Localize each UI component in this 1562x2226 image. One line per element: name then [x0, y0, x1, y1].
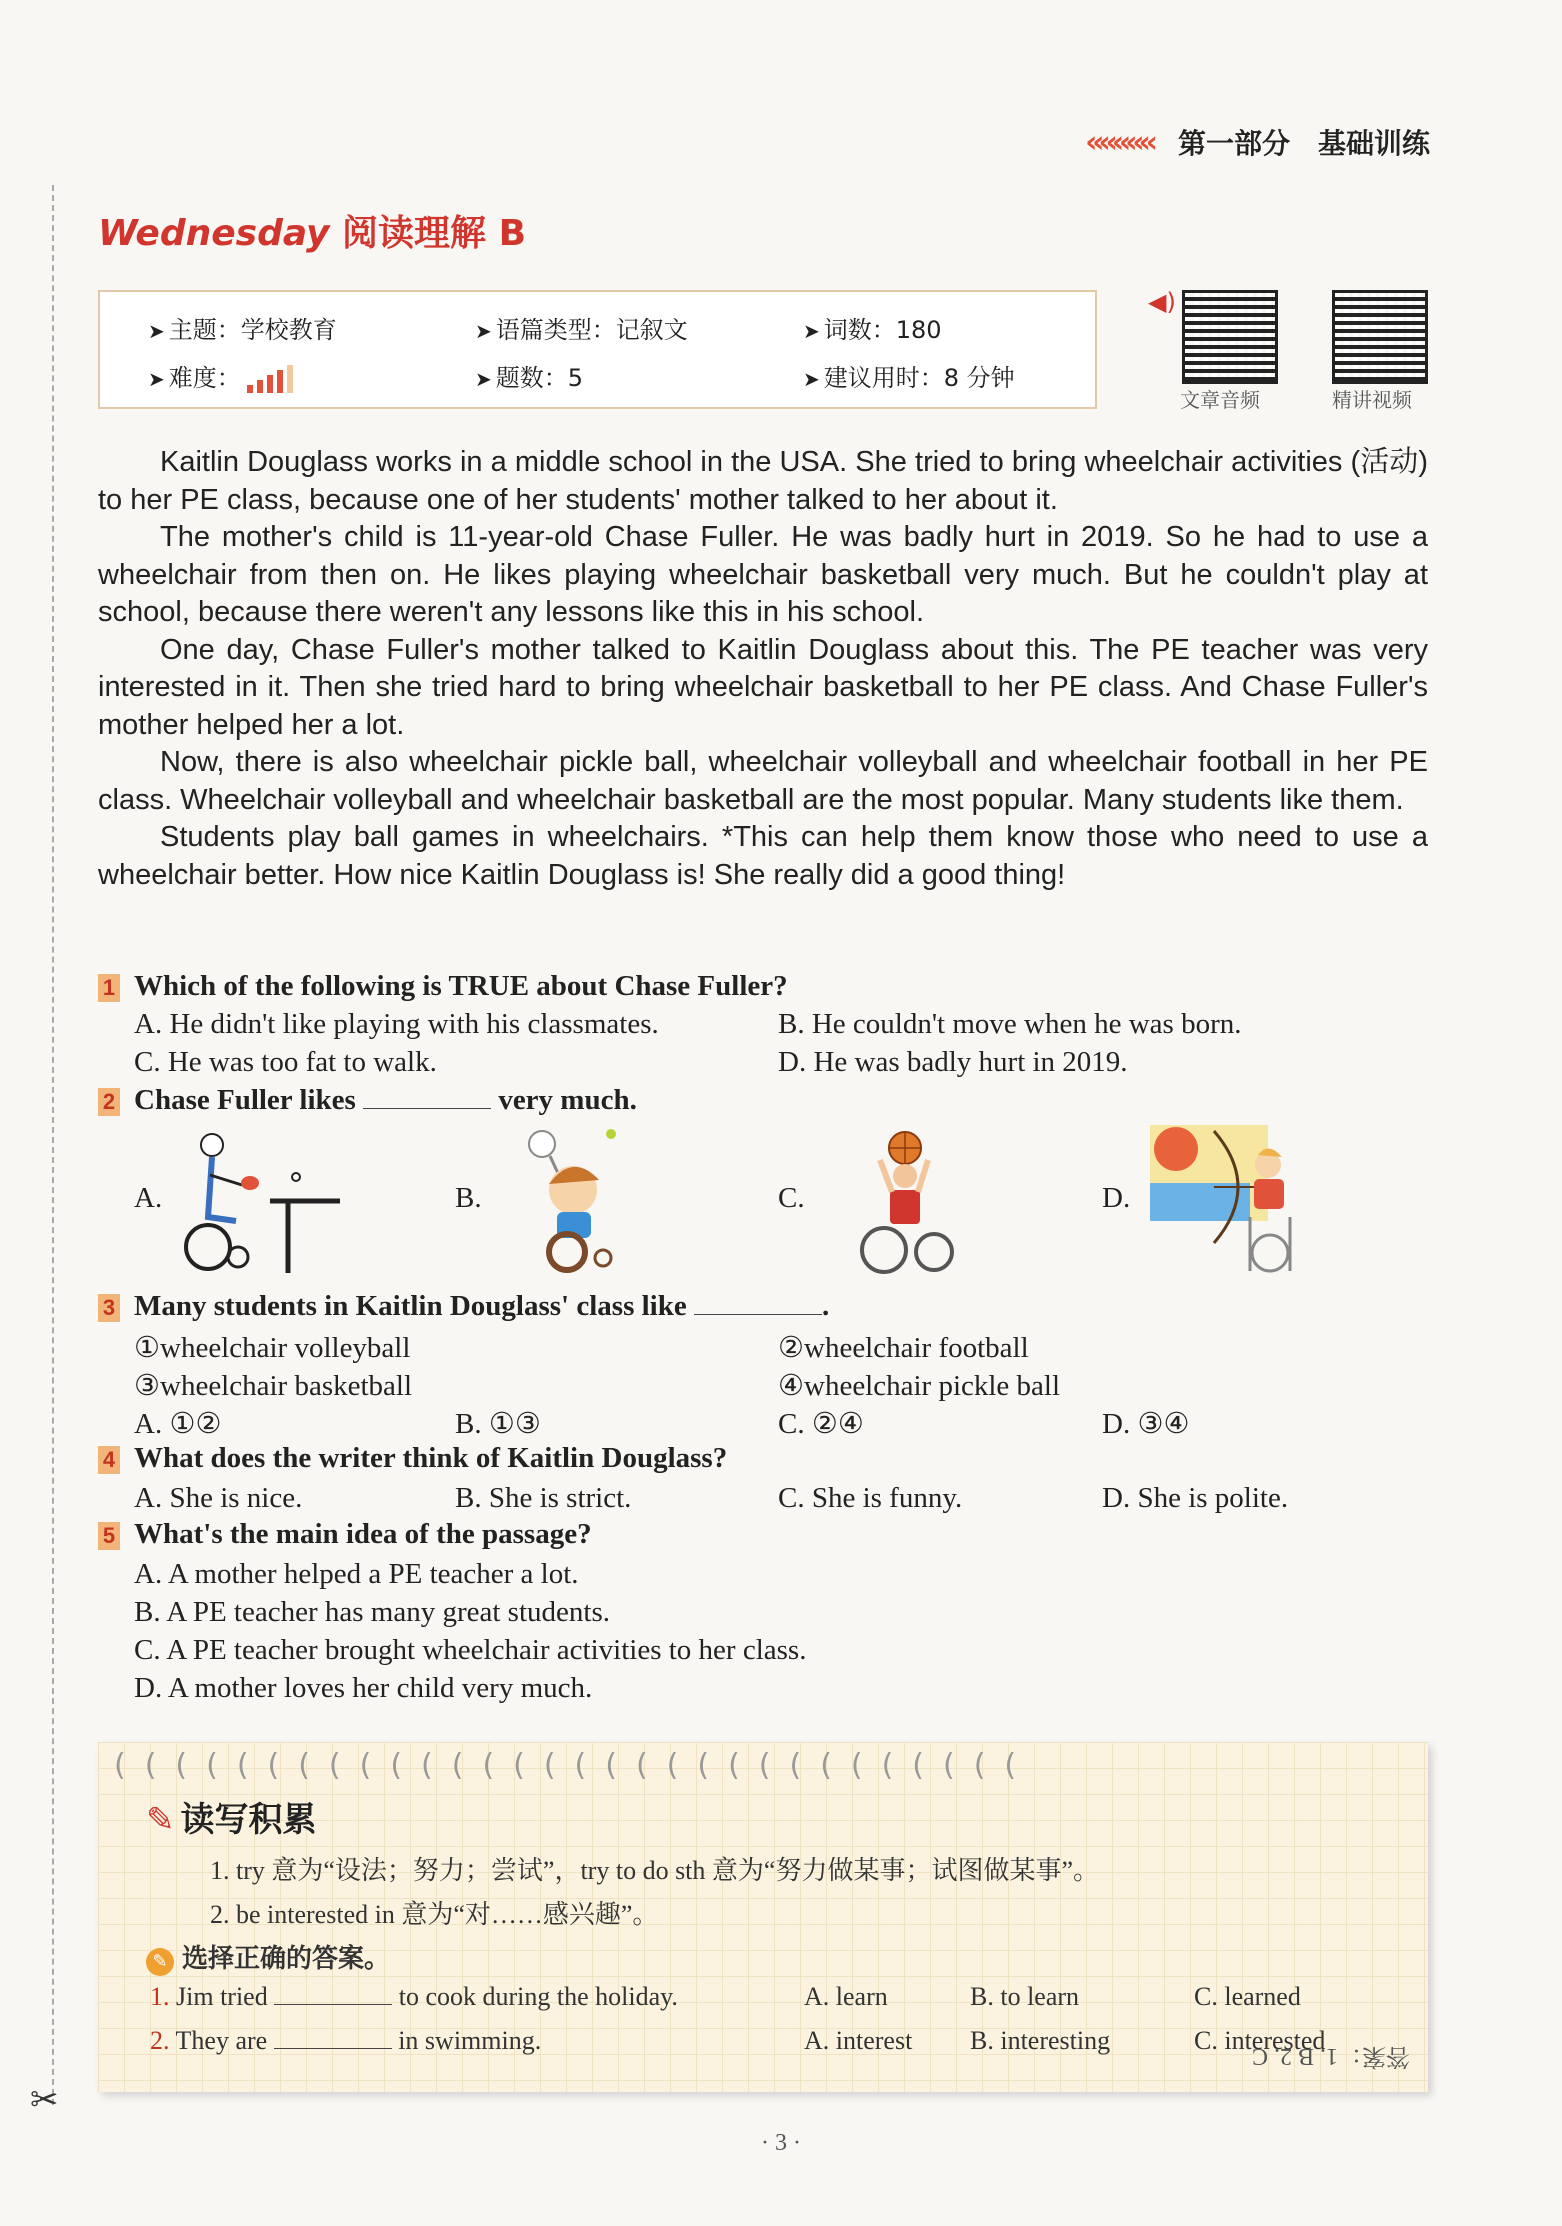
- q4-option-a[interactable]: A. She is nice.: [134, 1482, 303, 1514]
- question-number: 2: [98, 1088, 120, 1116]
- panel-title: [146, 1792, 317, 1841]
- q4-option-c[interactable]: C. She is funny.: [778, 1482, 963, 1514]
- difficulty-bar: [277, 370, 283, 393]
- difficulty-bar: [267, 375, 273, 393]
- upside-down-answers: 答案：1. B 2. C: [1251, 2043, 1410, 2069]
- ex1-option-a[interactable]: A. learn: [804, 1982, 888, 2011]
- q1-option-c[interactable]: C. He was too fat to walk.: [134, 1046, 437, 1078]
- ex2-option-b[interactable]: B. interesting: [970, 2026, 1111, 2055]
- scissors-icon: ✂: [30, 2080, 59, 2120]
- question-number: 1: [98, 974, 120, 1002]
- q3-item-4: ④wheelchair pickle ball: [778, 1370, 1061, 1402]
- info-difficulty: [148, 358, 293, 393]
- q4-option-d[interactable]: D. She is polite.: [1102, 1482, 1289, 1514]
- ex1-option-c[interactable]: C. learned: [1194, 1982, 1301, 2011]
- answer-blank[interactable]: [274, 2048, 392, 2049]
- note-2: 2. be interested in 意为“对……感兴趣”。: [210, 1900, 659, 1929]
- q1-option-a[interactable]: A. He didn't like playing with his classmates.: [134, 1008, 659, 1040]
- arrow-icon: ➤: [475, 367, 492, 391]
- info-questions-text: 题数：5: [495, 364, 584, 392]
- arrow-icon: ➤: [803, 319, 820, 343]
- cut-line: [52, 185, 54, 2105]
- pencil-cup-icon: ✎: [146, 1800, 175, 1840]
- difficulty-bar: [287, 365, 293, 393]
- q1-option-d[interactable]: D. He was badly hurt in 2019.: [778, 1046, 1128, 1078]
- info-genre: [475, 310, 688, 345]
- q1-option-b[interactable]: B. He couldn't move when he was born.: [778, 1008, 1242, 1040]
- difficulty-bars: [247, 365, 293, 393]
- info-difficulty-text: 难度：: [168, 364, 241, 392]
- q3-item-1: ①wheelchair volleyball: [134, 1332, 411, 1364]
- q5-option-d[interactable]: D. A mother loves her child very much.: [134, 1672, 593, 1704]
- info-theme-text: 主题：学校教育: [168, 316, 337, 344]
- q3-stem-text: Many students in Kaitlin Douglass' class like: [134, 1290, 687, 1322]
- passage-paragraph: Kaitlin Douglass works in a middle school in the USA. She tried to bring wheelchair activities (活动) to her PE class, because one of her students' mother talked to her about it.: [98, 446, 1428, 516]
- exercise-1-before: Jim tried: [176, 1982, 268, 2011]
- answer-blank[interactable]: [694, 1314, 822, 1315]
- video-qr-label: 精讲视频: [1332, 388, 1412, 412]
- q3-option-a[interactable]: A. ①②: [134, 1408, 222, 1440]
- exercise-2-before: They are: [175, 2026, 268, 2055]
- q3-stem-end: .: [821, 1290, 830, 1322]
- page-number: · 3 ·: [761, 2130, 801, 2156]
- info-words-text: 词数：180: [823, 316, 942, 344]
- q2-option-a[interactable]: A.: [134, 1182, 163, 1214]
- info-time-text: 建议用时：8 分钟: [823, 364, 1015, 392]
- reading-passage: [98, 444, 1428, 894]
- question-2-stem: [134, 1084, 637, 1117]
- info-time: [803, 358, 1015, 393]
- archery-wheelchair-image: [1150, 1125, 1302, 1275]
- pencil-icon: ✎: [146, 1948, 174, 1976]
- arrow-icon: ➤: [148, 319, 165, 343]
- q5-option-c[interactable]: C. A PE teacher brought wheelchair activities to her class.: [134, 1634, 807, 1666]
- q5-option-a[interactable]: A. A mother helped a PE teacher a lot.: [134, 1558, 579, 1590]
- video-qr-code[interactable]: [1332, 290, 1428, 384]
- exercise-title-text: 选择正确的答案。: [182, 1944, 391, 1974]
- audio-qr-label: 文章音频: [1180, 388, 1260, 412]
- arrow-icon: ➤: [148, 367, 165, 391]
- binder-rings: ((((((((((((((((((((((((((((((: [114, 1748, 1036, 1783]
- table-tennis-wheelchair-image: [170, 1125, 345, 1275]
- q5-option-b[interactable]: B. A PE teacher has many great students.: [134, 1596, 610, 1628]
- q3-option-b[interactable]: B. ①③: [455, 1408, 541, 1440]
- q2-stem-before: Chase Fuller likes: [134, 1084, 356, 1116]
- subsection-label: 基础训练: [1317, 127, 1430, 160]
- info-words: [803, 310, 942, 345]
- question-number: 4: [98, 1446, 120, 1474]
- answer-blank[interactable]: [363, 1108, 491, 1109]
- exercise-number: 2.: [150, 2026, 170, 2055]
- answer-blank[interactable]: [274, 2004, 392, 2005]
- panel-title-text: 读写积累: [180, 1800, 317, 1840]
- exercise-1: [150, 1982, 678, 2012]
- question-1-stem: Which of the following is TRUE about Chase Fuller?: [134, 970, 788, 1002]
- audio-qr-code[interactable]: [1182, 290, 1278, 384]
- info-genre-text: 语篇类型：记叙文: [495, 316, 688, 344]
- question-number: 3: [98, 1294, 120, 1322]
- q4-option-b[interactable]: B. She is strict.: [455, 1482, 632, 1514]
- info-box: [98, 290, 1097, 409]
- q3-item-3: ③wheelchair basketball: [134, 1370, 413, 1402]
- q2-option-d[interactable]: D.: [1102, 1182, 1131, 1214]
- passage-paragraph: The mother's child is 11-year-old Chase Fuller. He was badly hurt in 2019. So he had to use a wheelchair from then on. He likes playing wheelchair basketball very much. But he couldn't play at school, because there weren't any lessons like this in his school.: [98, 521, 1428, 628]
- ex2-option-c[interactable]: C. interested: [1194, 2026, 1326, 2055]
- speaker-icon: ◀): [1148, 288, 1176, 316]
- question-3-stem: [134, 1290, 829, 1323]
- exercise-title: [146, 1938, 390, 1976]
- passage-paragraph: Now, there is also wheelchair pickle ball, wheelchair volleyball and wheelchair football in her PE class. Wheelchair volleyball and wheelchair basketball are the most popular. Many students like them.: [98, 746, 1428, 816]
- note-1: 1. try 意为“设法；努力；尝试”，try to do sth 意为“努力做某事；试图做某事”。: [210, 1856, 1099, 1885]
- q2-stem-after: very much.: [498, 1084, 637, 1116]
- exercise-2-after: in swimming.: [398, 2026, 542, 2055]
- exercise-number: 1.: [150, 1982, 170, 2011]
- question-number: 5: [98, 1522, 120, 1550]
- section-label: 第一部分: [1177, 127, 1290, 160]
- ex2-option-a[interactable]: A. interest: [804, 2026, 913, 2055]
- page-title: [98, 205, 526, 256]
- q3-item-2: ②wheelchair football: [778, 1332, 1029, 1364]
- passage-paragraph: Students play ball games in wheelchairs. *This can help them know those who need to use a wheelchair better. How nice Kaitlin Douglass is! She really did a good thing!: [98, 821, 1428, 891]
- tennis-wheelchair-image: [525, 1128, 635, 1273]
- arrow-icon: ➤: [803, 367, 820, 391]
- passage-paragraph: One day, Chase Fuller's mother talked to Kaitlin Douglass about this. The PE teacher was very interested in it. Then she tried hard to bring wheelchair basketball to her PE class. And Chase Fuller's mother helped her a lot.: [98, 633, 1428, 741]
- q3-option-d[interactable]: D. ③④: [1102, 1408, 1190, 1440]
- reading-writing-panel: [98, 1742, 1428, 2092]
- q2-option-c[interactable]: C.: [778, 1182, 805, 1214]
- page-header: [1085, 122, 1430, 162]
- title-day: Wednesday: [98, 213, 330, 254]
- difficulty-bar: [247, 385, 253, 393]
- question-4-stem: What does the writer think of Kaitlin Douglass?: [134, 1442, 728, 1474]
- arrow-icon: ➤: [475, 319, 492, 343]
- chevrons-icon: «««««: [1085, 124, 1152, 160]
- exercise-2: [150, 2026, 541, 2056]
- title-topic: 阅读理解 B: [342, 213, 527, 254]
- ex1-option-b[interactable]: B. to learn: [970, 1982, 1080, 2011]
- difficulty-bar: [257, 380, 263, 393]
- basketball-wheelchair-image: [850, 1130, 960, 1275]
- info-questions: [475, 358, 583, 393]
- exercise-1-after: to cook during the holiday.: [398, 1982, 678, 2011]
- q3-option-c[interactable]: C. ②④: [778, 1408, 864, 1440]
- question-5-stem: What's the main idea of the passage?: [134, 1518, 592, 1550]
- info-theme: [148, 310, 337, 345]
- q2-option-b[interactable]: B.: [455, 1182, 482, 1214]
